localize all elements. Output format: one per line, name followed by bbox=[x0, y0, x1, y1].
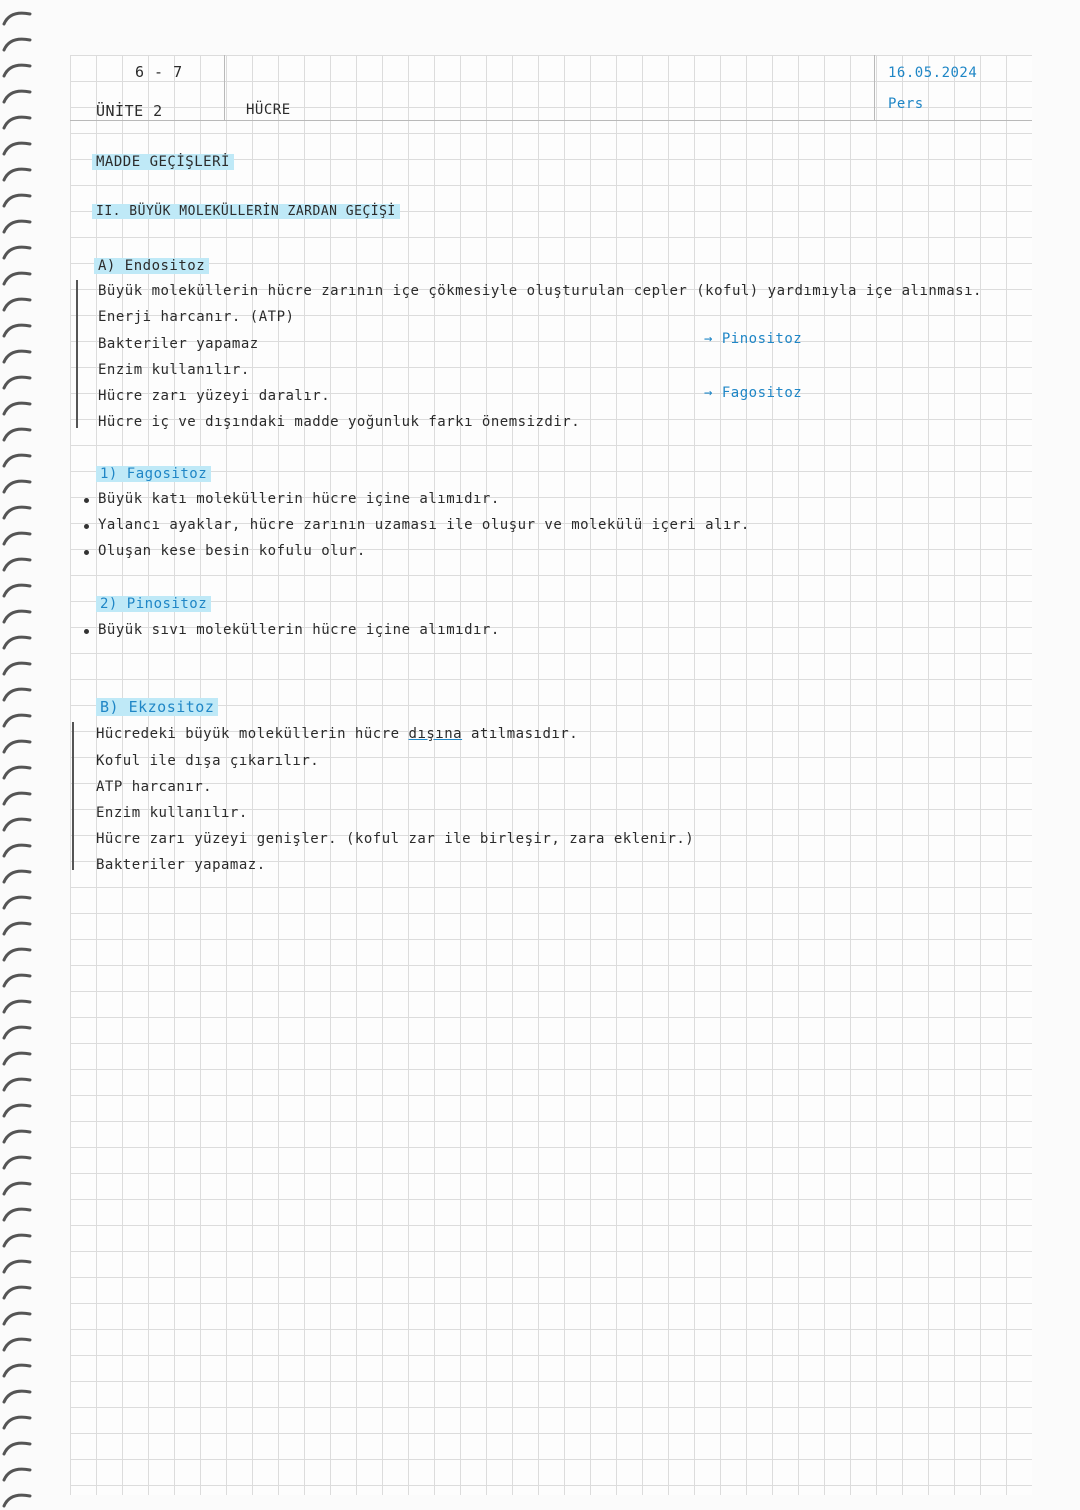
ekzositoz-line-6: Bakteriler yapamaz. bbox=[96, 857, 266, 873]
spiral-ring bbox=[4, 1287, 30, 1298]
spiral-ring bbox=[4, 871, 30, 882]
spiral-ring bbox=[4, 1001, 30, 1012]
grid-paper bbox=[70, 55, 1032, 1495]
endositoz-line-5: Hücre zarı yüzeyi daralır. bbox=[98, 388, 331, 404]
section-heading: II. BÜYÜK MOLEKÜLLERİN ZARDAN GEÇİŞİ bbox=[92, 204, 400, 219]
unit-label: ÜNİTE 2 bbox=[96, 102, 163, 120]
spiral-ring bbox=[4, 455, 30, 466]
bullet bbox=[84, 550, 89, 555]
ekzositoz-line-4: Enzim kullanılır. bbox=[96, 805, 248, 821]
spiral-ring bbox=[4, 1027, 30, 1038]
spiral-ring bbox=[4, 1469, 30, 1480]
spiral-ring bbox=[4, 247, 30, 258]
endositoz-line-4: Enzim kullanılır. bbox=[98, 362, 250, 378]
spiral-ring bbox=[4, 325, 30, 336]
ekzositoz-line-1-underlined: dışına bbox=[408, 726, 463, 742]
ekzositoz-line-1-post: atılmasıdır. bbox=[462, 726, 579, 742]
pinositoz-heading: 2) Pinositoz bbox=[96, 596, 211, 612]
fagositoz-bullet-2: Yalancı ayaklar, hücre zarının uzaması ile oluşur ve molekülü içeri alır. bbox=[98, 517, 750, 533]
ekzositoz-line-1-pre: Hücredeki büyük moleküllerin hücre bbox=[96, 726, 409, 742]
spiral-ring bbox=[4, 715, 30, 726]
spiral-ring bbox=[4, 897, 30, 908]
spiral-ring bbox=[4, 1313, 30, 1324]
spiral-ring bbox=[4, 1105, 30, 1116]
spiral-ring bbox=[4, 507, 30, 518]
header-divider bbox=[70, 120, 1032, 121]
spiral-ring bbox=[4, 1391, 30, 1402]
spiral-ring bbox=[4, 195, 30, 206]
header-divider-left bbox=[224, 55, 225, 121]
spiral-ring bbox=[4, 91, 30, 102]
endositoz-bracket bbox=[76, 280, 88, 428]
spiral-ring bbox=[4, 65, 30, 76]
endositoz-line-1: Büyük moleküllerin hücre zarının içe çökmesiyle oluşturulan cepler (koful) yardımıyla içe alınması. bbox=[98, 283, 982, 299]
spiral-ring bbox=[4, 377, 30, 388]
spiral-ring bbox=[4, 351, 30, 362]
spiral-ring bbox=[4, 923, 30, 934]
spiral-ring bbox=[4, 1157, 30, 1168]
spiral-ring bbox=[4, 1495, 30, 1506]
spiral-ring bbox=[4, 819, 30, 830]
spiral-ring bbox=[4, 299, 30, 310]
ekzositoz-line-3: ATP harcanır. bbox=[96, 779, 213, 795]
spiral-ring bbox=[4, 1209, 30, 1220]
spiral-ring bbox=[4, 481, 30, 492]
spiral-ring bbox=[4, 689, 30, 700]
ekzositoz-heading: B) Ekzositoz bbox=[96, 698, 218, 716]
spiral-ring bbox=[4, 1079, 30, 1090]
ekzositoz-line-1 bbox=[96, 726, 578, 742]
spiral-ring bbox=[4, 1261, 30, 1272]
page-title: MADDE GEÇİŞLERİ bbox=[92, 154, 234, 170]
spiral-ring bbox=[4, 429, 30, 440]
endositoz-line-6: Hücre iç ve dışındaki madde yoğunluk farkı önemsizdir. bbox=[98, 414, 581, 430]
spiral-ring bbox=[4, 143, 30, 154]
endositoz-line-3: Bakteriler yapamaz bbox=[98, 336, 259, 352]
spiral-ring bbox=[4, 1235, 30, 1246]
fagositoz-heading: 1) Fagositoz bbox=[96, 466, 211, 482]
endositoz-heading: A) Endositoz bbox=[94, 258, 209, 274]
fagositoz-bullet-3: Oluşan kese besin kofulu olur. bbox=[98, 543, 366, 559]
spiral-binding bbox=[0, 0, 44, 1510]
spiral-ring bbox=[4, 403, 30, 414]
spiral-ring bbox=[4, 1443, 30, 1454]
spiral-ring bbox=[4, 1183, 30, 1194]
spiral-ring bbox=[4, 533, 30, 544]
spiral-ring bbox=[4, 169, 30, 180]
spiral-ring bbox=[4, 975, 30, 986]
bullet bbox=[84, 524, 89, 529]
spiral-ring bbox=[4, 741, 30, 752]
spiral-ring bbox=[4, 637, 30, 648]
topic-label: HÜCRE bbox=[246, 102, 291, 118]
spiral-ring bbox=[4, 611, 30, 622]
side-note-fagositoz: → Fagositoz bbox=[704, 385, 803, 401]
ekzositoz-line-2: Koful ile dışa çıkarılır. bbox=[96, 753, 320, 769]
spiral-ring bbox=[4, 793, 30, 804]
bullet bbox=[84, 629, 89, 634]
fagositoz-bullet-1: Büyük katı moleküllerin hücre içine alımıdır. bbox=[98, 491, 500, 507]
side-note-pinositoz: → Pinositoz bbox=[704, 331, 803, 347]
spiral-ring bbox=[4, 13, 30, 24]
spiral-ring bbox=[4, 1339, 30, 1350]
header-divider-right bbox=[874, 55, 875, 121]
spiral-ring bbox=[4, 1417, 30, 1428]
spiral-ring bbox=[4, 559, 30, 570]
spiral-ring bbox=[4, 117, 30, 128]
ekzositoz-bracket bbox=[72, 722, 84, 870]
spiral-ring bbox=[4, 845, 30, 856]
spiral-ring bbox=[4, 1131, 30, 1142]
spiral-ring bbox=[4, 767, 30, 778]
spiral-ring bbox=[4, 1365, 30, 1376]
bullet bbox=[84, 498, 89, 503]
spiral-ring bbox=[4, 585, 30, 596]
pinositoz-bullet-1: Büyük sıvı moleküllerin hücre içine alımıdır. bbox=[98, 622, 500, 638]
ekzositoz-line-5: Hücre zarı yüzeyi genişler. (koful zar ile birleşir, zara eklenir.) bbox=[96, 831, 695, 847]
spiral-ring bbox=[4, 663, 30, 674]
spiral-ring bbox=[4, 949, 30, 960]
spiral-ring bbox=[4, 39, 30, 50]
endositoz-line-2: Enerji harcanır. (ATP) bbox=[98, 309, 295, 325]
spiral-ring bbox=[4, 273, 30, 284]
page-numbers: 6 - 7 bbox=[135, 63, 183, 81]
date-label: 16.05.2024 bbox=[888, 65, 978, 81]
spiral-ring bbox=[4, 221, 30, 232]
day-label: Pers bbox=[888, 96, 924, 112]
spiral-ring bbox=[4, 1053, 30, 1064]
